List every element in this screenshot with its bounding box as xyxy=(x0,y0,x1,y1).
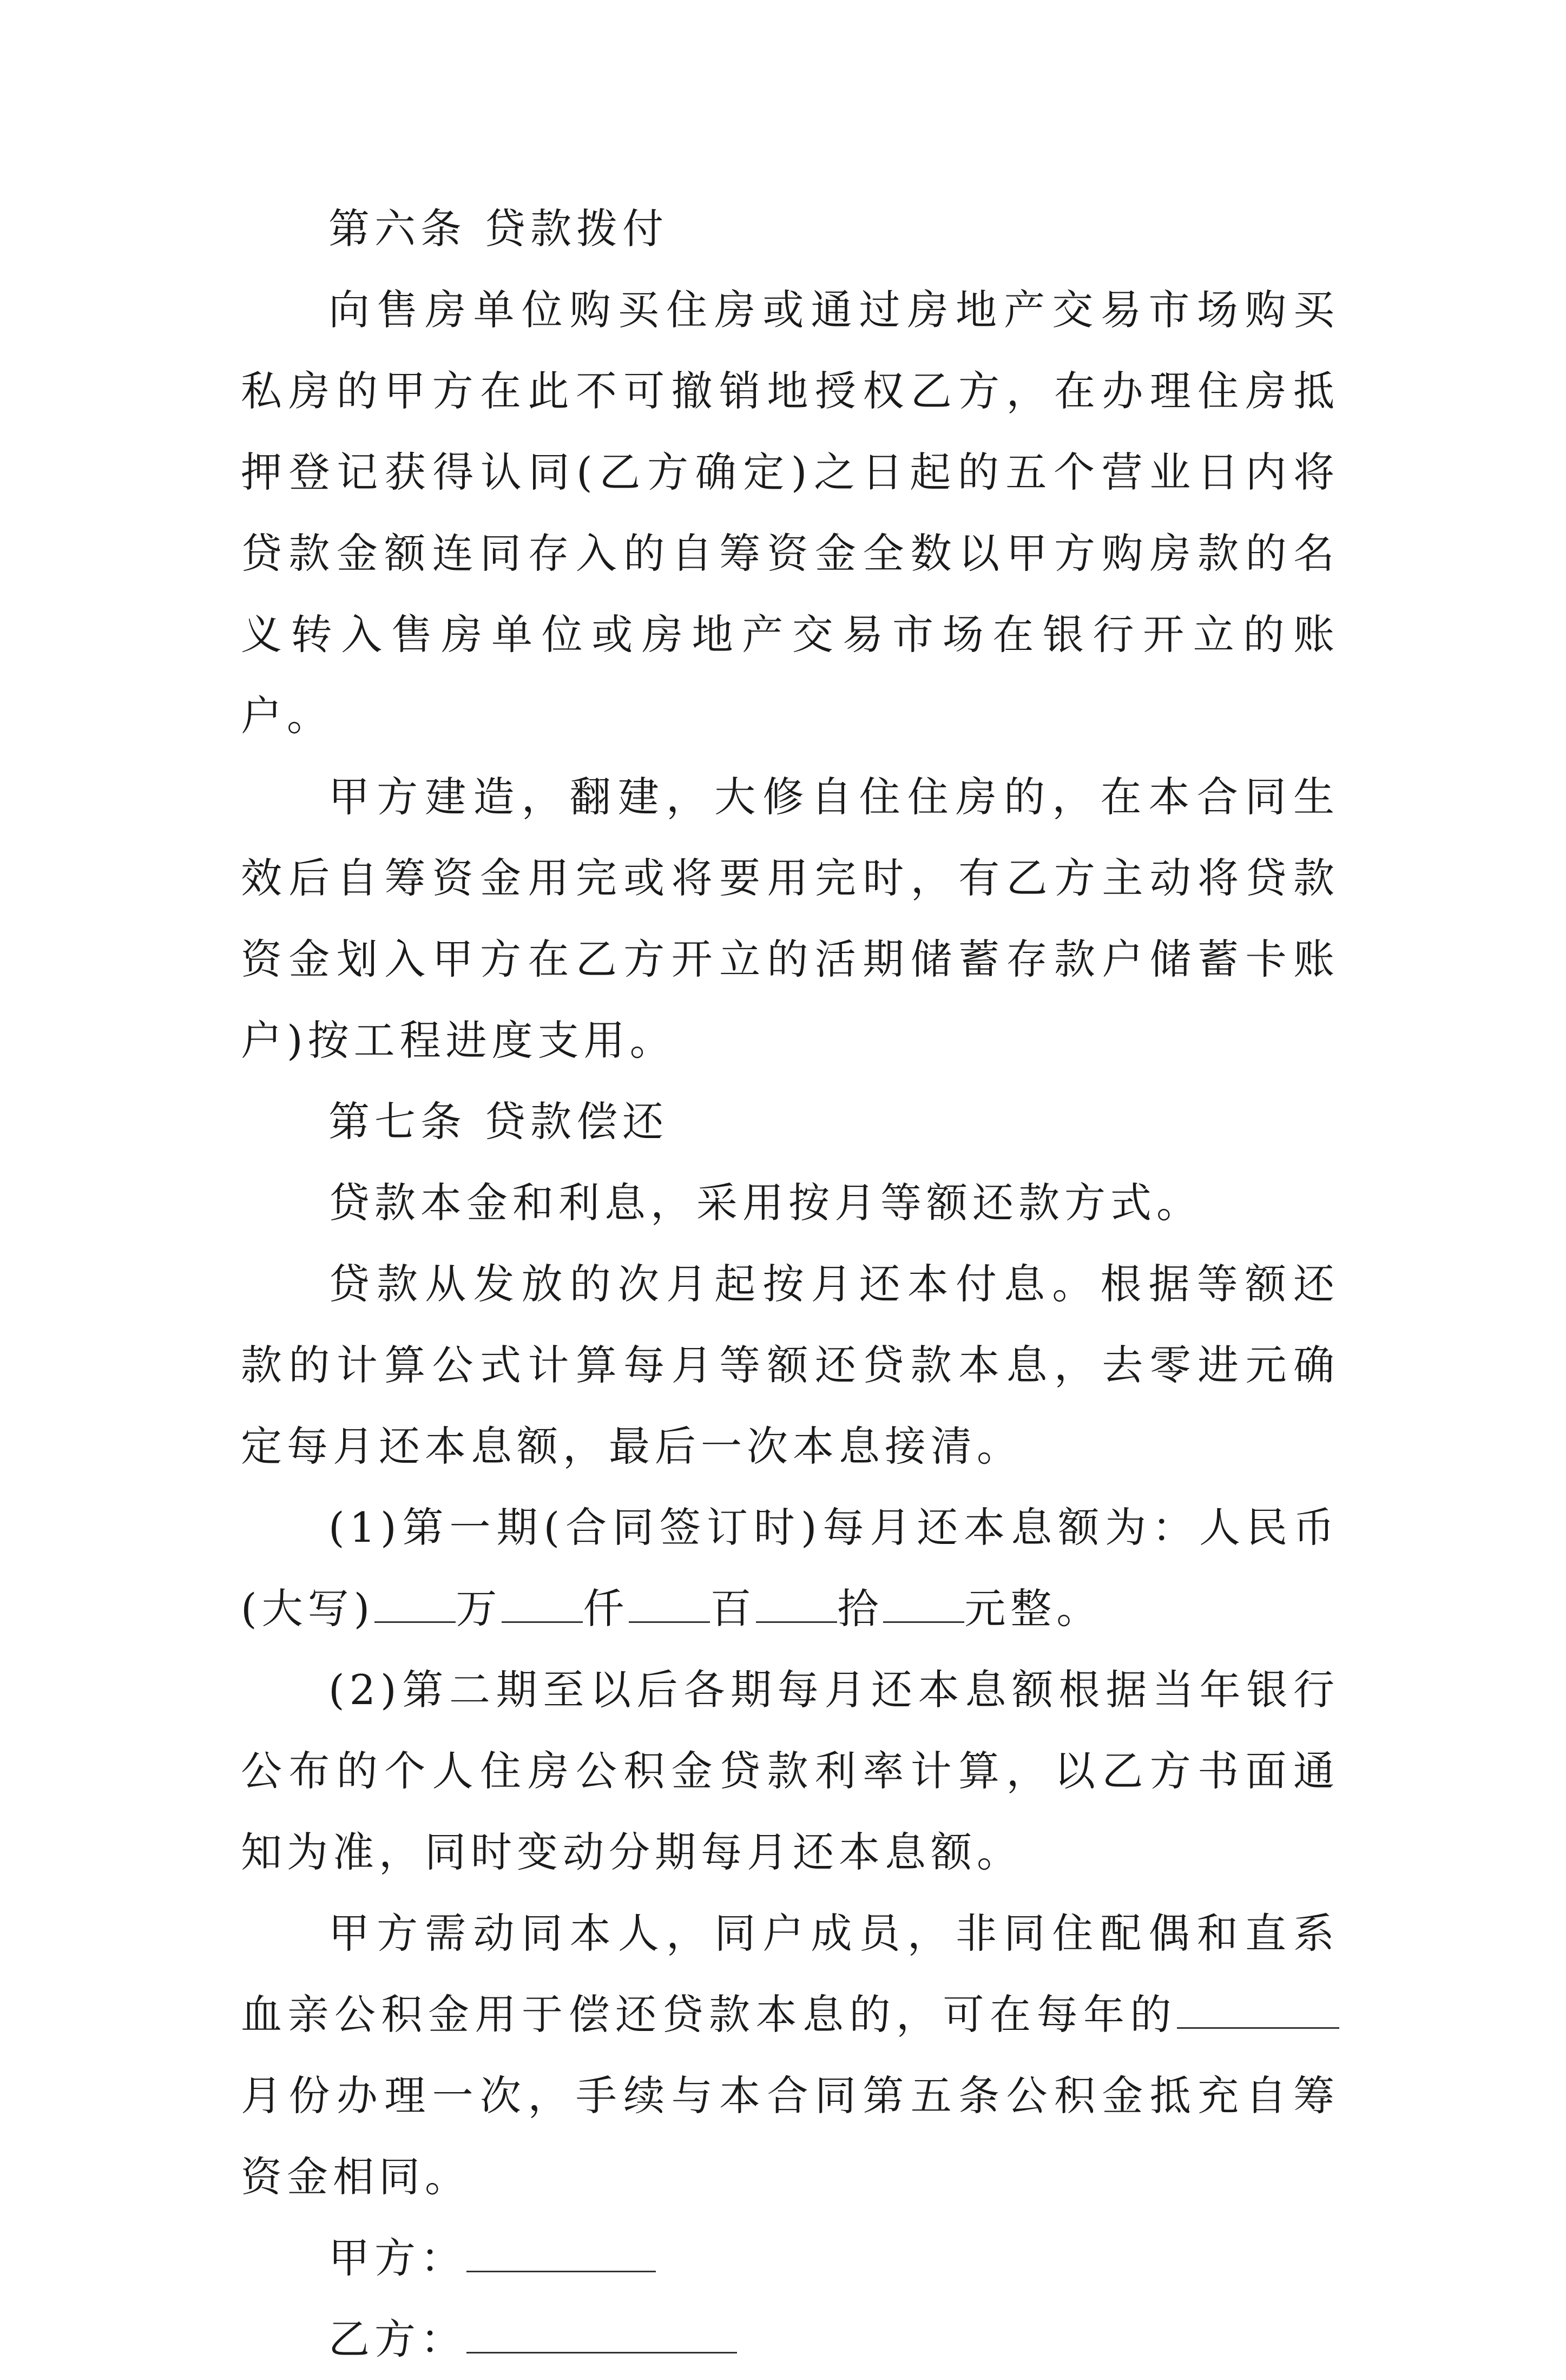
article-7-paragraph-4: (2)第二期至以后各期每月还本息额根据当年银行公布的个人住房公积金贷款利率计算，以乙方书面通知为准，同时变动分期每月还本息额。 xyxy=(241,1666,1339,1876)
blank-wan[interactable] xyxy=(374,1589,456,1623)
blank-shi[interactable] xyxy=(756,1589,837,1623)
article-7-paragraph-5 xyxy=(241,1893,1339,2218)
document-page xyxy=(241,188,1339,2380)
blank-qian[interactable] xyxy=(502,1589,583,1623)
article-7-paragraph-3 xyxy=(241,1487,1339,1649)
unit-shi: 拾 xyxy=(837,1585,884,1633)
party-a-signature-line[interactable] xyxy=(466,2238,656,2272)
article-6-paragraph-1: 向售房单位购买住房或通过房地产交易市场购买私房的甲方在此不可撤销地授权乙方，在办理住房抵押登记获得认同(乙方确定)之日起的五个营业日内将贷款金额连同存入的自筹资金全数以甲方购房款的名义转入售房单位或房地产交易市场在银行开立的账户。 xyxy=(241,286,1339,740)
article-6-title: 第六条 贷款拨付 xyxy=(328,205,669,253)
article-7-paragraph-1: 贷款本金和利息，采用按月等额还款方式。 xyxy=(328,1179,1202,1227)
provident-fund-suffix: 月份办理一次，手续与本合同第五条公积金抵充自筹资金相同。 xyxy=(241,2072,1339,2201)
article-7-title: 第七条 贷款偿还 xyxy=(328,1097,669,1146)
unit-bai: 百 xyxy=(710,1585,756,1633)
unit-wan: 万 xyxy=(456,1585,502,1633)
party-b-signature-line[interactable] xyxy=(466,2319,737,2353)
signature-party-b xyxy=(241,2299,1339,2380)
blank-month[interactable] xyxy=(1177,1995,1339,2029)
unit-yuan: 元整。 xyxy=(964,1585,1103,1633)
article-6-paragraph-2: 甲方建造，翻建，大修自住住房的，在本合同生效后自筹资金用完或将要用完时，有乙方主动将贷款资金划入甲方在乙方开立的活期储蓄存款户储蓄卡账户)按工程进度支用。 xyxy=(241,773,1339,1064)
party-a-label: 甲方： xyxy=(328,2234,466,2282)
unit-qian: 仟 xyxy=(583,1585,629,1633)
blank-bai[interactable] xyxy=(629,1589,710,1623)
article-7-paragraph-2: 贷款从发放的次月起按月还本付息。根据等额还款的计算公式计算每月等额还贷款本息，去零进元确定每月还本息额，最后一次本息接清。 xyxy=(241,1260,1339,1470)
provident-fund-prefix: 甲方需动同本人，同户成员，非同住配偶和直系血亲公积金用于偿还贷款本息的，可在每年的 xyxy=(241,1909,1339,2039)
signature-party-a xyxy=(241,2218,1339,2299)
party-b-label: 乙方： xyxy=(328,2315,466,2363)
payment-amount-prefix: (1)第一期(合同签订时)每月还本息额为：人民币(大写) xyxy=(241,1503,1339,1633)
blank-yuan[interactable] xyxy=(883,1589,964,1623)
